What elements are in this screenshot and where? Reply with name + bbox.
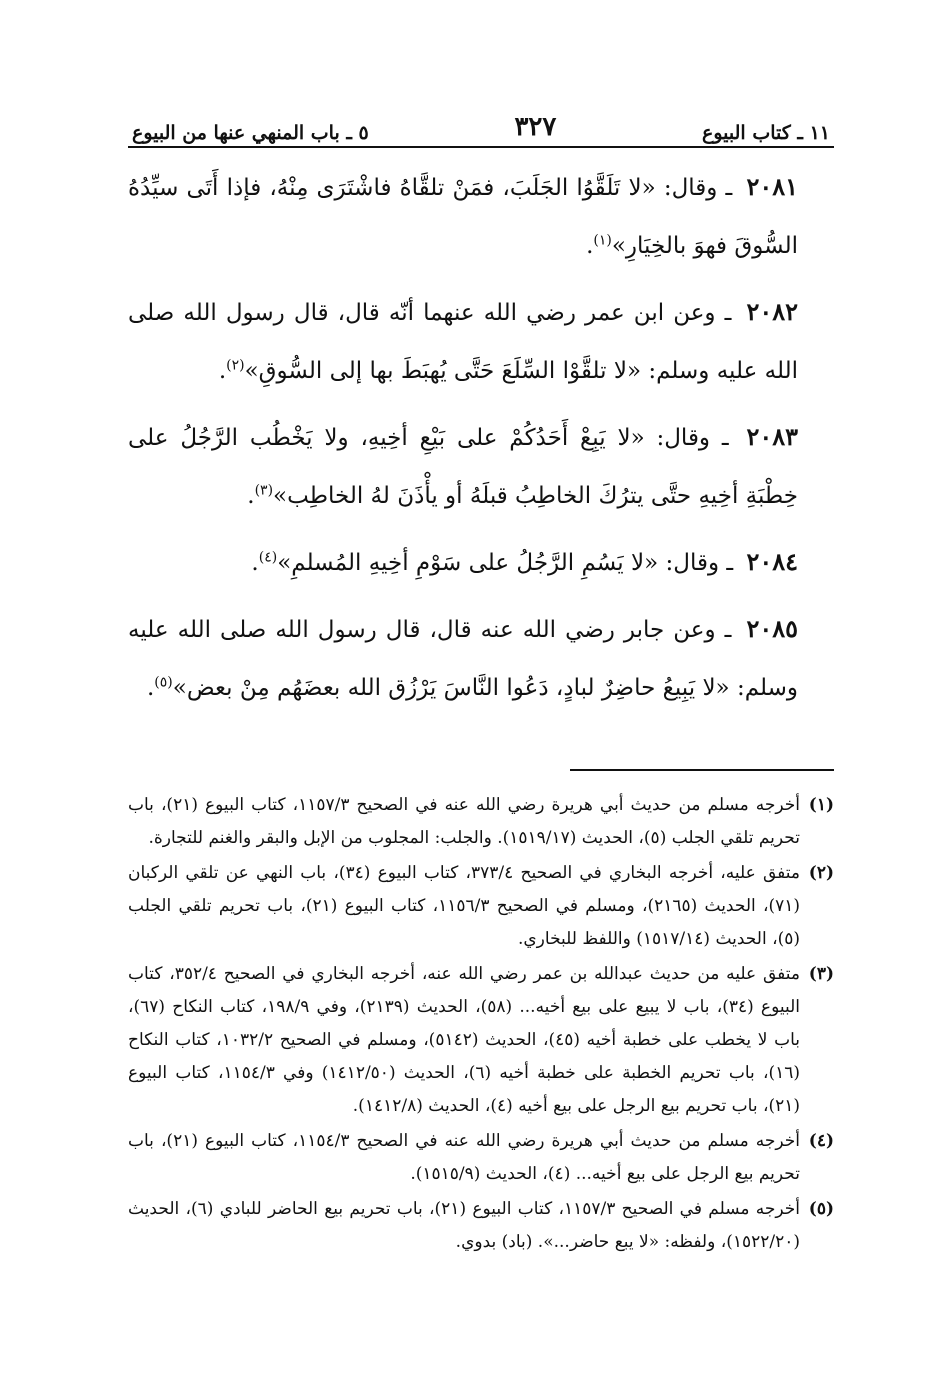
footnote-reference[interactable]: (٥) [154,674,173,691]
header-section-title: ٥ ـ باب المنهي عنها من البيوع [132,122,369,144]
book-page [128,92,834,1261]
header-rule [128,146,834,148]
header-chapter-title: ١١ ـ كتاب البيوع [702,122,830,144]
footnote [128,1193,834,1259]
footnote [128,789,834,855]
hadith-text: ـ وقال: «لا يَبِعْ أَحَدُكُمْ على بَيْعِ أخِيهِ، ولا يَخْطُب الرَّجُلُ على خِطْبَةِ أخِيهِ حتَّى يترُكَ الخاطِبُ قبلَهُ أو يأْذَنَ لهُ الخاطِب» [128,425,798,509]
footnote-text: أخرجه مسلم في الصحيح ١١٥٧/٣، كتاب البيوع (٢١)، باب تحريم بيع الحاضر للبادي (٦)، الحديث (١٥٢٢/٢٠)، ولفظه: «لا يبع حاضر...». (باد) بدوي. [128,1199,801,1252]
footnote-text: متفق عليه، أخرجه البخاري في الصحيح ٣٧٣/٤، كتاب البيوع (٣٤)، باب النهي عن تلقي الركبان (٧١)، الحديث (٢١٦٥)، ومسلم في الصحيح ١١٥٦/٣، كتاب البيوع (٢١)، باب تحريم تلقي الجلب (٥)، الحديث (١٥١٧/١٤) واللفظ للبخاري. [128,863,801,949]
footnote-marker: (١) [808,795,834,815]
hadith-number: ٢٠٨٤ [746,547,798,576]
footnote-marker: (٤) [808,1131,834,1151]
footnote-separator [570,769,834,771]
hadith-text: ـ وقال: «لا تَلَقَّوُا الجَلَبَ، فمَنْ تلقَّاهُ فاشْتَرَى مِنْهُ، فإذا أَتَى سيِّدُهُ السُّوقَ فهوَ بالخِيَارِ» [128,175,798,259]
hadith-text: ـ وعن ابن عمر رضي الله عنهما أنّه قال، قال رسول الله صلى الله عليه وسلم: «لا تلقَّوْا السِّلَعَ حَتَّى يُهبَطَ بها إلى السُّوقِ» [128,300,798,384]
hadith-entry: ٢٠٨٢ ـ وعن ابن عمر رضي الله عنهما أنّه قال، قال رسول الله صلى الله عليه وسلم: «لا تلقَّوْا السِّلَعَ حَتَّى يُهبَطَ بها إلى السُّوقِ»$^{(٢)}$. [128,297,798,384]
footnote-marker: (٣) [808,964,834,984]
hadith-number: ٢٠٨٣ [746,422,798,451]
footnote-reference[interactable]: (٢) [226,357,245,374]
page-number: ٣٢٧ [514,112,557,142]
hadith-entry: ٢٠٨٥ ـ وعن جابر رضي الله عنه قال، قال رسول الله صلى الله عليه وسلم: «لا يَبِيعُ حاضِرٌ لبادٍ، دَعُوا النَّاسَ يَرْزُق الله بعضَهُم مِنْ بعض»$^{(٥)}$. [128,614,798,701]
footnote-text: أخرجه مسلم من حديث أبي هريرة رضي الله عنه في الصحيح ١١٥٧/٣، كتاب البيوع (٢١)، باب تحريم تلقي الجلب (٥)، الحديث (١٥١٩/١٧). والجلب: المجلوب من الإبل والبقر والغنم للتجارة. [128,795,800,848]
hadith-number: ٢٠٨١ [746,172,798,201]
footnote-text: أخرجه مسلم من حديث أبي هريرة رضي الله عنه في الصحيح ١١٥٤/٣، كتاب البيوع (٢١)، باب تحريم بيع الرجل على بيع أخيه... (٤)، الحديث (١٥١٥/٩). [128,1131,800,1184]
hadith-text: ـ وقال: «لا يَسُمِ الرَّجُلُ على سَوْمِ أخِيهِ المُسلمِ» [277,550,734,576]
hadith-text: ـ وعن جابر رضي الله عنه قال، قال رسول الله صلى الله عليه وسلم: «لا يَبِيعُ حاضِرٌ لبادٍ، دَعُوا النَّاسَ يَرْزُق الله بعضَهُم مِنْ بعض» [128,617,798,701]
footnote-reference[interactable]: (٤) [258,549,278,566]
hadith-list [128,158,834,717]
footnote-marker: (٢) [808,863,834,883]
hadith-number: ٢٠٨٥ [746,614,798,643]
hadith-entry: ٢٠٨٣ ـ وقال: «لا يَبِعْ أَحَدُكُمْ على بَيْعِ أخِيهِ، ولا يَخْطُب الرَّجُلُ على خِطْبَةِ أخِيهِ حتَّى يترُكَ الخاطِبُ قبلَهُ أو يأْذَنَ لهُ الخاطِب»$^{(٣)}$. [128,422,798,509]
footnote [128,958,834,1123]
footnote [128,1125,834,1191]
hadith-entry: ٢٠٨٤ ـ وقال: «لا يَسُمِ الرَّجُلُ على سَوْمِ أخِيهِ المُسلمِ»$^{(٤)}$. [251,547,798,576]
footnote-reference[interactable]: (٣) [254,482,274,499]
footnote-reference[interactable]: (١) [593,232,612,249]
footnote [128,857,834,956]
footnotes [128,789,834,1259]
hadith-number: ٢٠٨٢ [746,297,798,326]
footnote-text: متفق عليه من حديث عبدالله بن عمر رضي الله عنه، أخرجه البخاري في الصحيح ٣٥٢/٤، كتاب البيوع (٣٤)، باب لا يبيع على بيع أخيه... (٥٨)، الحديث (٢١٣٩)، وفي ١٩٨/٩، كتاب النكاح (٦٧)، باب لا يخطب على خطبة أخيه (٤٥)، الحديث (٥١٤٢)، ومسلم في الصحيح ١٠٣٢/٢، كتاب النكاح (١٦)، باب تحريم الخطبة على خطبة أخيه (٦)، الحديث (١٤١٢/٥٠) وفي ١١٥٤/٣، كتاب البيوع (٢١)، باب تحريم بيع الرجل على بيع أخيه (٤)، الحديث (١٤١٢/٨). [128,964,801,1116]
footnote-marker: (٥) [808,1199,834,1219]
running-header [128,92,834,144]
hadith-entry: ٢٠٨١ ـ وقال: «لا تَلَقَّوُا الجَلَبَ، فمَنْ تلقَّاهُ فاشْتَرَى مِنْهُ، فإذا أَتَى سيِّدُهُ السُّوقَ فهوَ بالخِيَارِ»$^{(١)}$. [128,172,798,259]
